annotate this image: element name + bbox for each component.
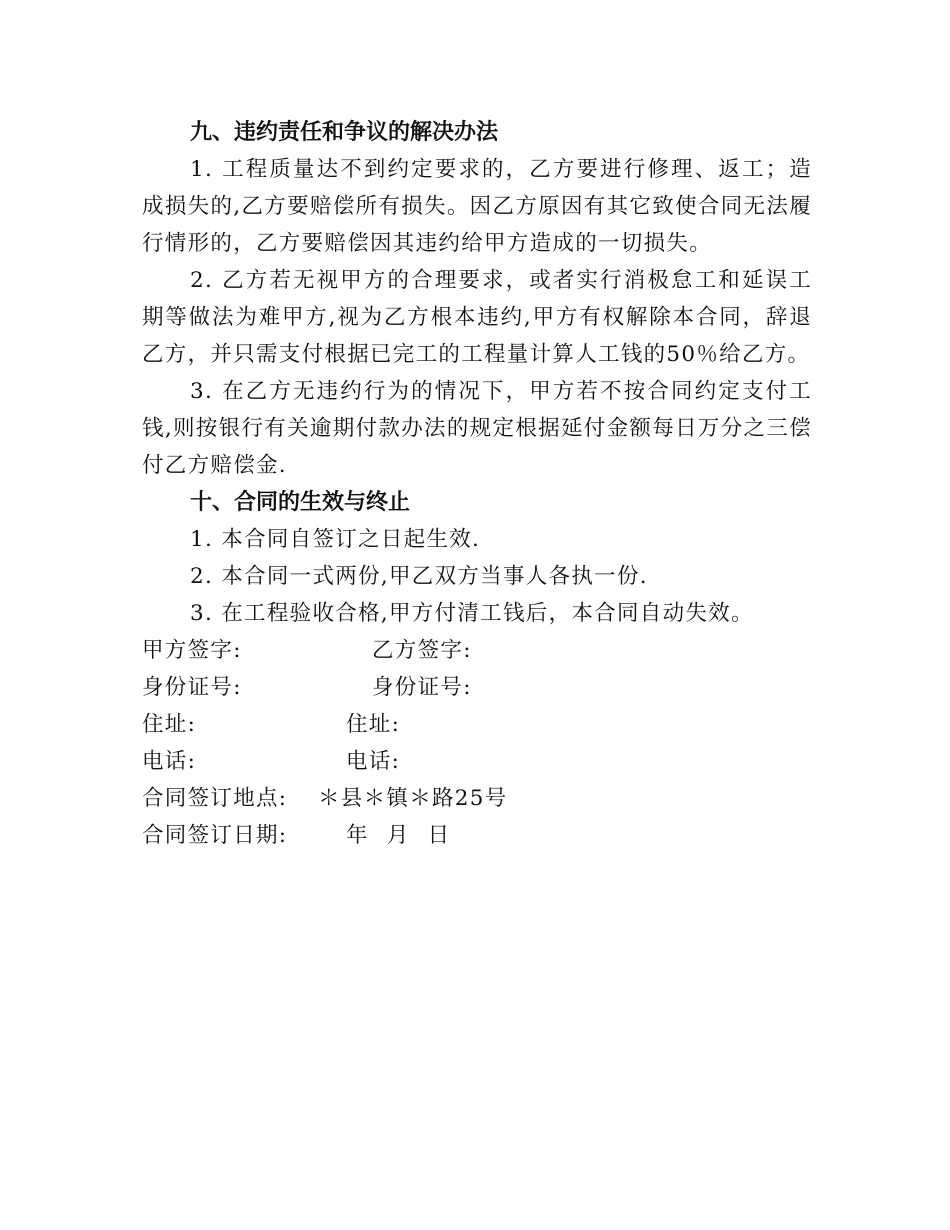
contract-page (142, 114, 812, 854)
section-9-heading: 九、违约责任和争议的解决办法 (190, 120, 499, 145)
id-number-row (142, 669, 812, 706)
section-9-item-2: 2. 乙方若无视甲方的合理要求，或者实行消极怠工和延误工期等做法为难甲方,视为乙方根本违约,甲方有权解除本合同，辞退乙方，并只需支付根据已完工的工程量计算人工钱的50％给乙方。 (142, 268, 812, 367)
signing-date-value (346, 817, 450, 854)
section-10-item-1: 1. 本合同自签订之日起生效. (190, 527, 481, 552)
section-10-item-3: 3. 在工程验收合格,甲方付清工钱后，本合同自动失效。 (190, 601, 754, 626)
party-b-address-label: 住址: (346, 712, 401, 737)
section-10-heading: 十、合同的生效与终止 (190, 490, 411, 515)
party-b-id-label: 身份证号: (372, 675, 472, 700)
date-year: 年 (346, 823, 369, 848)
party-a-id-label: 身份证号: (142, 675, 242, 700)
section-10-item-2: 2. 本合同一式两份,甲乙双方当事人各执一份. (190, 564, 648, 589)
signing-place-row (142, 780, 812, 817)
signing-date-row (142, 817, 812, 854)
signing-date-label: 合同签订日期: (142, 823, 288, 848)
party-b-phone-label: 电话: (346, 749, 401, 774)
signing-place-label: 合同签订地点: (142, 786, 288, 811)
party-b-sign-label: 乙方签字: (372, 638, 472, 663)
phone-row (142, 743, 812, 780)
section-9-item-1: 1. 工程质量达不到约定要求的，乙方要进行修理、返工；造成损失的,乙方要赔偿所有损失。因乙方原因有其它致使合同无法履行情形的，乙方要赔偿因其违约给甲方造成的一切损失。 (142, 157, 812, 256)
party-a-phone-label: 电话: (142, 749, 197, 774)
section-9-item-3: 3. 在乙方无违约行为的情况下，甲方若不按合同约定支付工钱,则按银行有关逾期付款办法的规定根据延付金额每日万分之三偿付乙方赔偿金. (142, 379, 812, 478)
signing-place-value: ＊县＊镇＊路25号 (318, 786, 508, 811)
signature-row (142, 632, 812, 669)
party-a-address-label: 住址: (142, 712, 197, 737)
address-row (142, 706, 812, 743)
date-month: 月 (386, 823, 410, 848)
party-a-sign-label: 甲方签字: (142, 638, 242, 663)
date-day: 日 (427, 823, 451, 848)
